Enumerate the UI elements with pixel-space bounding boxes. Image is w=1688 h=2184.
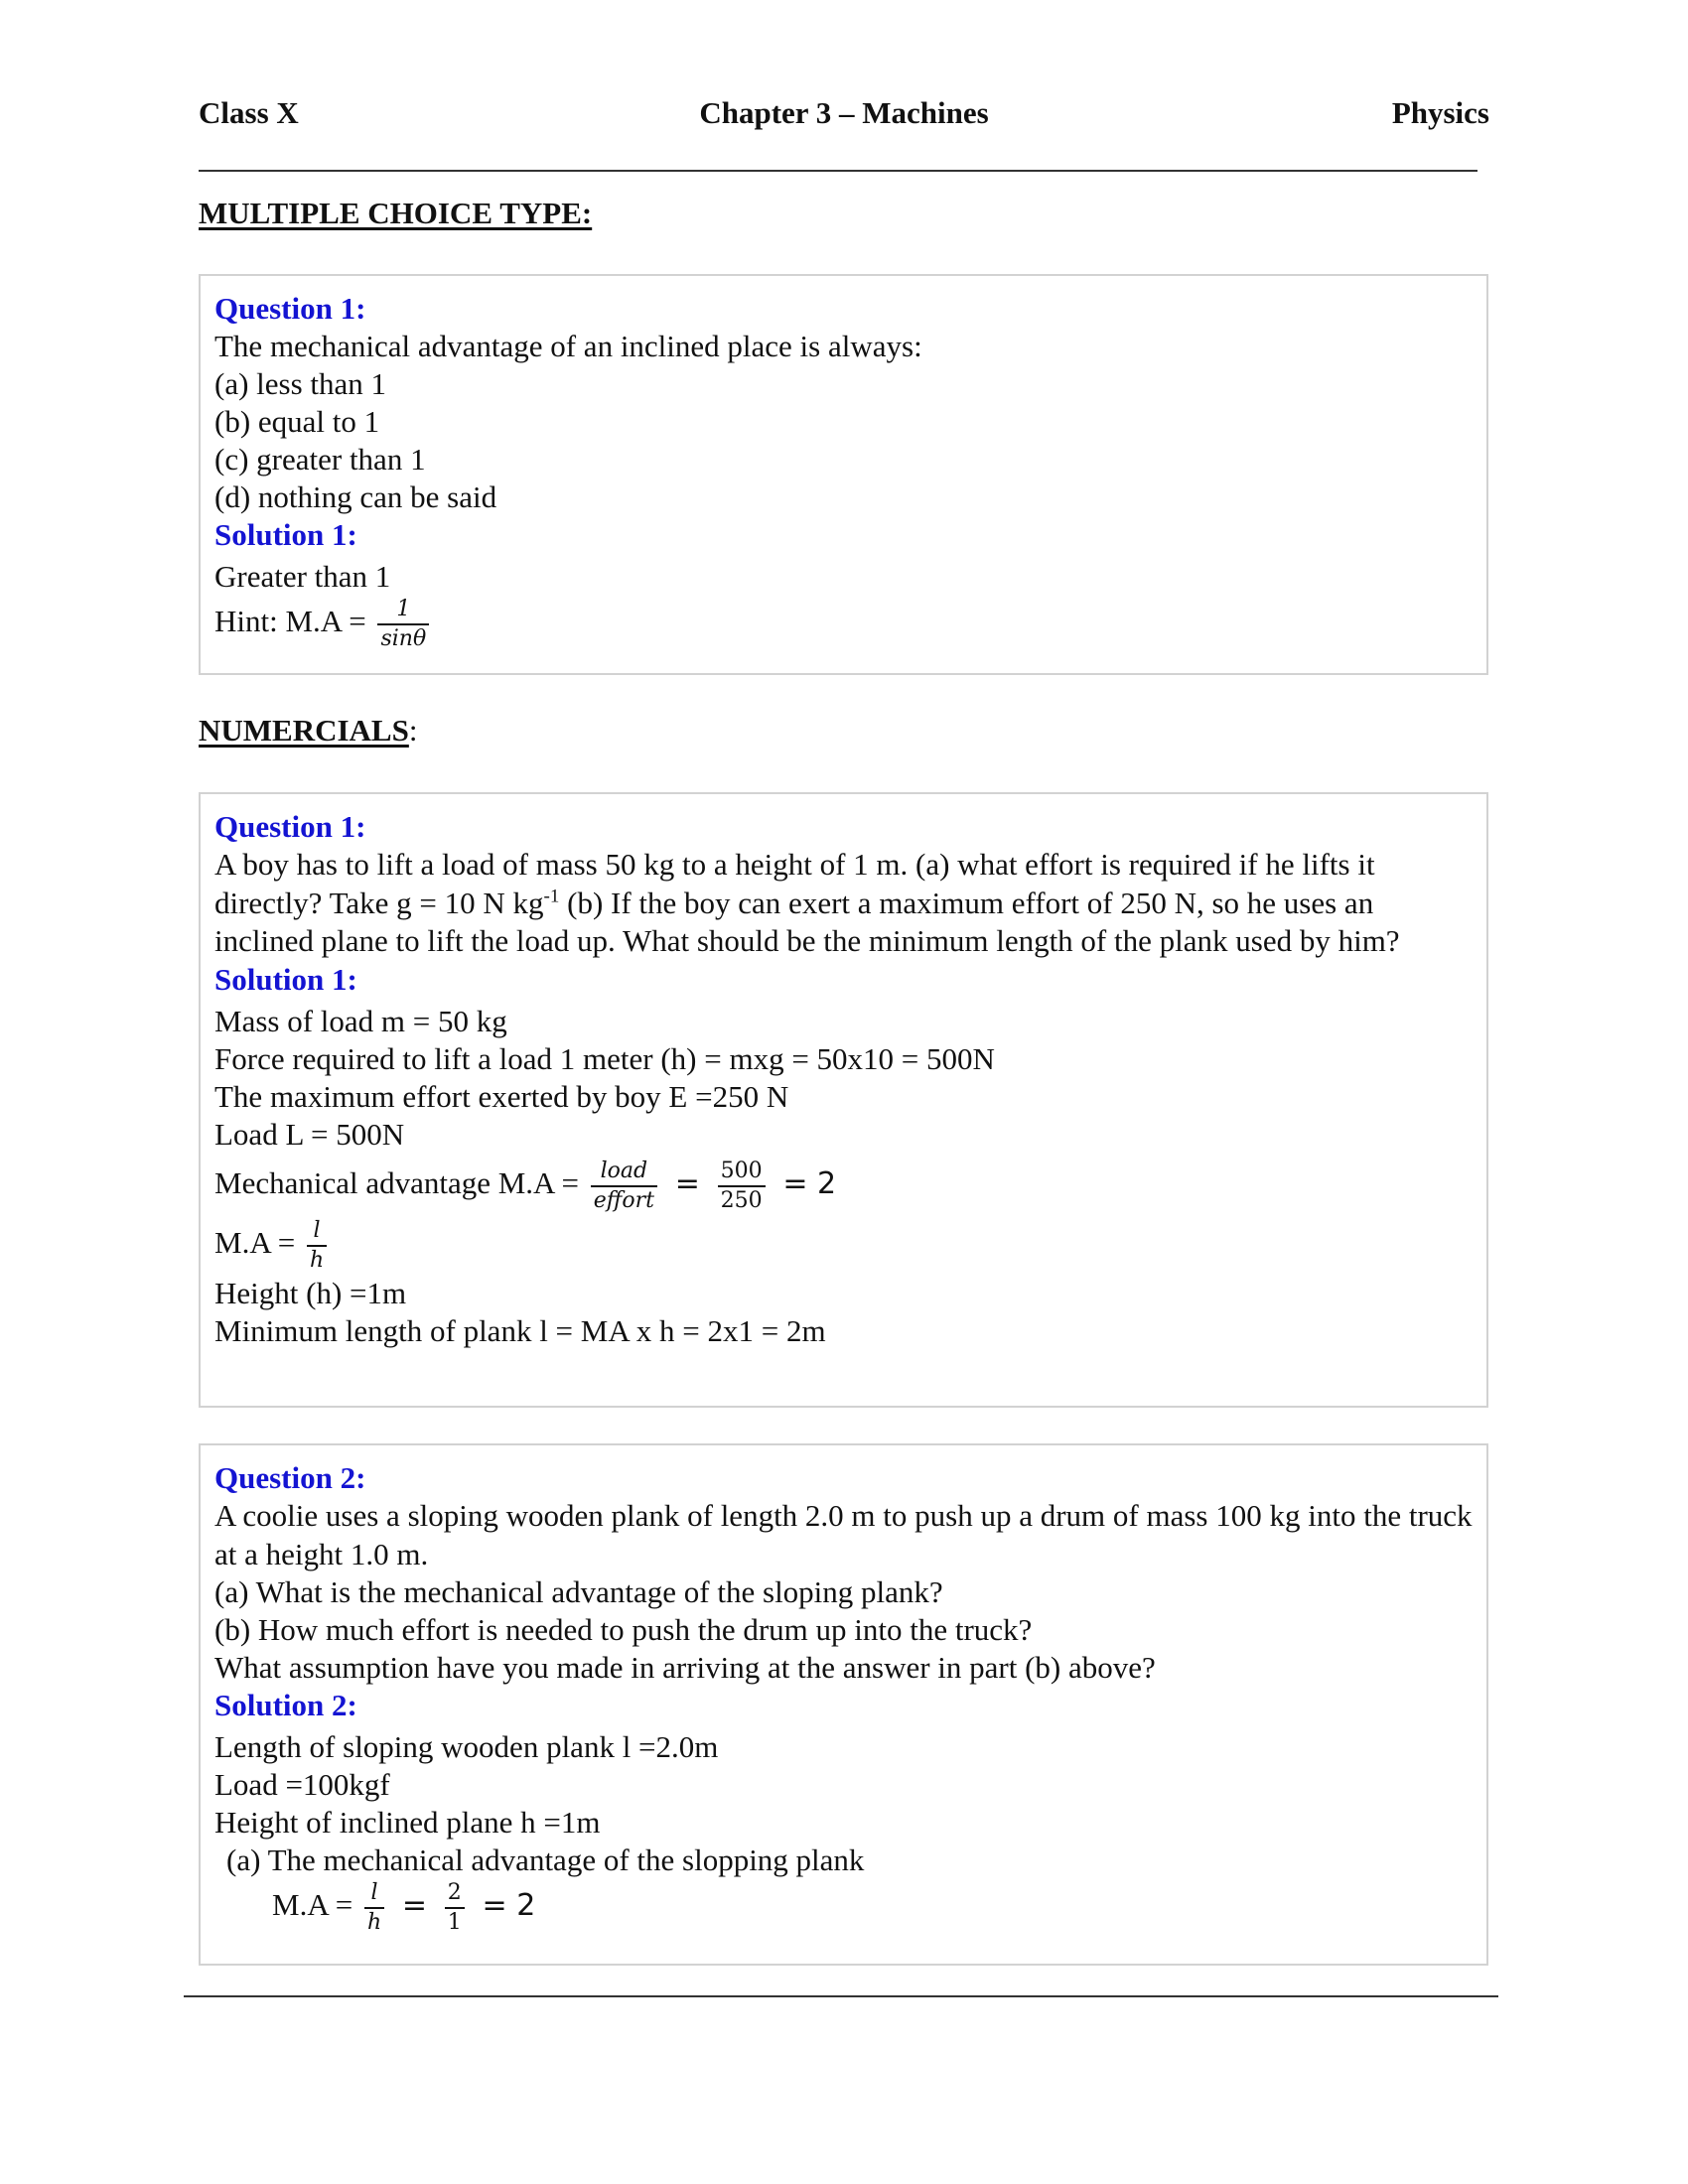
question-text-part2: (b) If the boy can exert a maximum effort of 250 N, so he uses an inclined plane to lift the load up. What should be the minimum length of the plank used by him? <box>214 885 1400 958</box>
fraction-denominator: 1 <box>447 1910 462 1935</box>
hint-formula <box>214 596 1473 653</box>
ma-length-height-formula <box>214 1217 1473 1275</box>
header-divider <box>199 170 1477 172</box>
fraction-numerator: 500 <box>718 1158 766 1187</box>
answer-text: Greater than 1 <box>214 559 391 594</box>
solution-label: Solution 1: <box>214 517 357 552</box>
fraction-numerator: l <box>364 1879 384 1909</box>
solution-line-height: Height (h) =1m <box>214 1275 407 1310</box>
fraction-numerator: l <box>307 1217 327 1247</box>
fraction-numerator: 1 <box>377 596 429 625</box>
length-height-fraction <box>364 1879 384 1937</box>
fraction-denominator: h <box>366 1910 382 1935</box>
solution-line-height: Height of inclined plane h =1m <box>214 1805 601 1840</box>
question-text: The mechanical advantage of an inclined place is always: <box>214 329 922 363</box>
question-text: A coolie uses a sloping wooden plank of length 2.0 m to push up a drum of mass 100 kg into the truck at a height 1.0 m. <box>214 1498 1473 1571</box>
option-b: (b) equal to 1 <box>214 404 380 439</box>
sub-question-a: (a) What is the mechanical advantage of the sloping plank? <box>214 1574 943 1609</box>
ma-formula <box>214 1879 1473 1937</box>
solution-line-force: Force required to lift a load 1 meter (h) = mxg = 50x10 = 500N <box>214 1040 995 1076</box>
footer-divider <box>184 1995 1498 1997</box>
hint-prefix: Hint: M.A = <box>214 604 366 639</box>
ma2-prefix: M.A = <box>214 1224 296 1260</box>
numericals-heading <box>199 713 417 749</box>
question-label: Question 1: <box>214 291 366 326</box>
hint-fraction <box>377 596 429 653</box>
page-header <box>199 95 1489 141</box>
option-c: (c) greater than 1 <box>214 442 426 477</box>
option-d: (d) nothing can be said <box>214 479 497 514</box>
numericals-heading-colon: : <box>408 713 418 748</box>
header-subject: Physics <box>1391 95 1489 130</box>
sub-question-b: (b) How much effort is needed to push the drum up into the truck? <box>214 1612 1033 1647</box>
fraction-denominator: sinθ <box>380 626 427 651</box>
fraction-denominator: effort <box>593 1187 654 1213</box>
numericals-heading-text: NUMERCIALS <box>199 713 409 748</box>
numerical-question-1-box <box>199 792 1488 1408</box>
solution-line-length: Length of sloping wooden plank l =2.0m <box>214 1729 719 1764</box>
ma-result: = 2 <box>782 1165 837 1201</box>
solution-part-a: (a) The mechanical advantage of the slopping plank <box>226 1843 865 1877</box>
solution-line-effort: The maximum effort exerted by boy E =250 N <box>214 1078 789 1114</box>
length-height-fraction <box>307 1217 327 1275</box>
assumption-question: What assumption have you made in arriving at the answer in part (b) above? <box>214 1650 1156 1685</box>
header-chapter-title: Chapter 3 – Machines <box>699 95 989 130</box>
solution-line-load: Load L = 500N <box>214 1116 405 1152</box>
ma-result: = 2 <box>482 1888 536 1924</box>
question-text-part1: A boy has to lift a load of mass 50 kg to a height of 1 m. (a) what effort is required if he lifts it directly? Take g = 10 N kg <box>214 847 1375 920</box>
question-label: Question 2: <box>214 1460 366 1495</box>
question-label: Question 1: <box>214 809 366 844</box>
mcq-question-box <box>199 274 1488 675</box>
fraction-numerator: load <box>591 1158 657 1187</box>
solution-line-mass: Mass of load m = 50 kg <box>214 1003 507 1038</box>
ma-formula <box>214 1158 1473 1215</box>
ma-prefix: Mechanical advantage M.A = <box>214 1164 579 1200</box>
numeric-fraction <box>445 1879 465 1937</box>
header-class: Class X <box>199 95 299 130</box>
solution-line-load: Load =100kgf <box>214 1767 390 1802</box>
equals-sign: = <box>401 1888 428 1924</box>
option-a: (a) less than 1 <box>214 366 387 401</box>
unit-exponent: -1 <box>543 886 560 907</box>
ma-prefix: M.A = <box>272 1887 353 1923</box>
solution-label: Solution 1: <box>214 961 357 997</box>
fraction-denominator: 250 <box>720 1187 763 1213</box>
numeric-fraction <box>718 1158 766 1215</box>
fraction-numerator: 2 <box>445 1879 465 1909</box>
numerical-question-2-box <box>199 1443 1488 1966</box>
solution-label: Solution 2: <box>214 1688 357 1722</box>
solution-line-min-length: Minimum length of plank l = MA x h = 2x1 = 2m <box>214 1312 826 1348</box>
load-effort-fraction <box>591 1158 657 1215</box>
mcq-heading: MULTIPLE CHOICE TYPE: <box>199 196 593 230</box>
question-text <box>214 846 1473 961</box>
equals-sign: = <box>674 1165 700 1201</box>
fraction-denominator: h <box>309 1247 325 1273</box>
